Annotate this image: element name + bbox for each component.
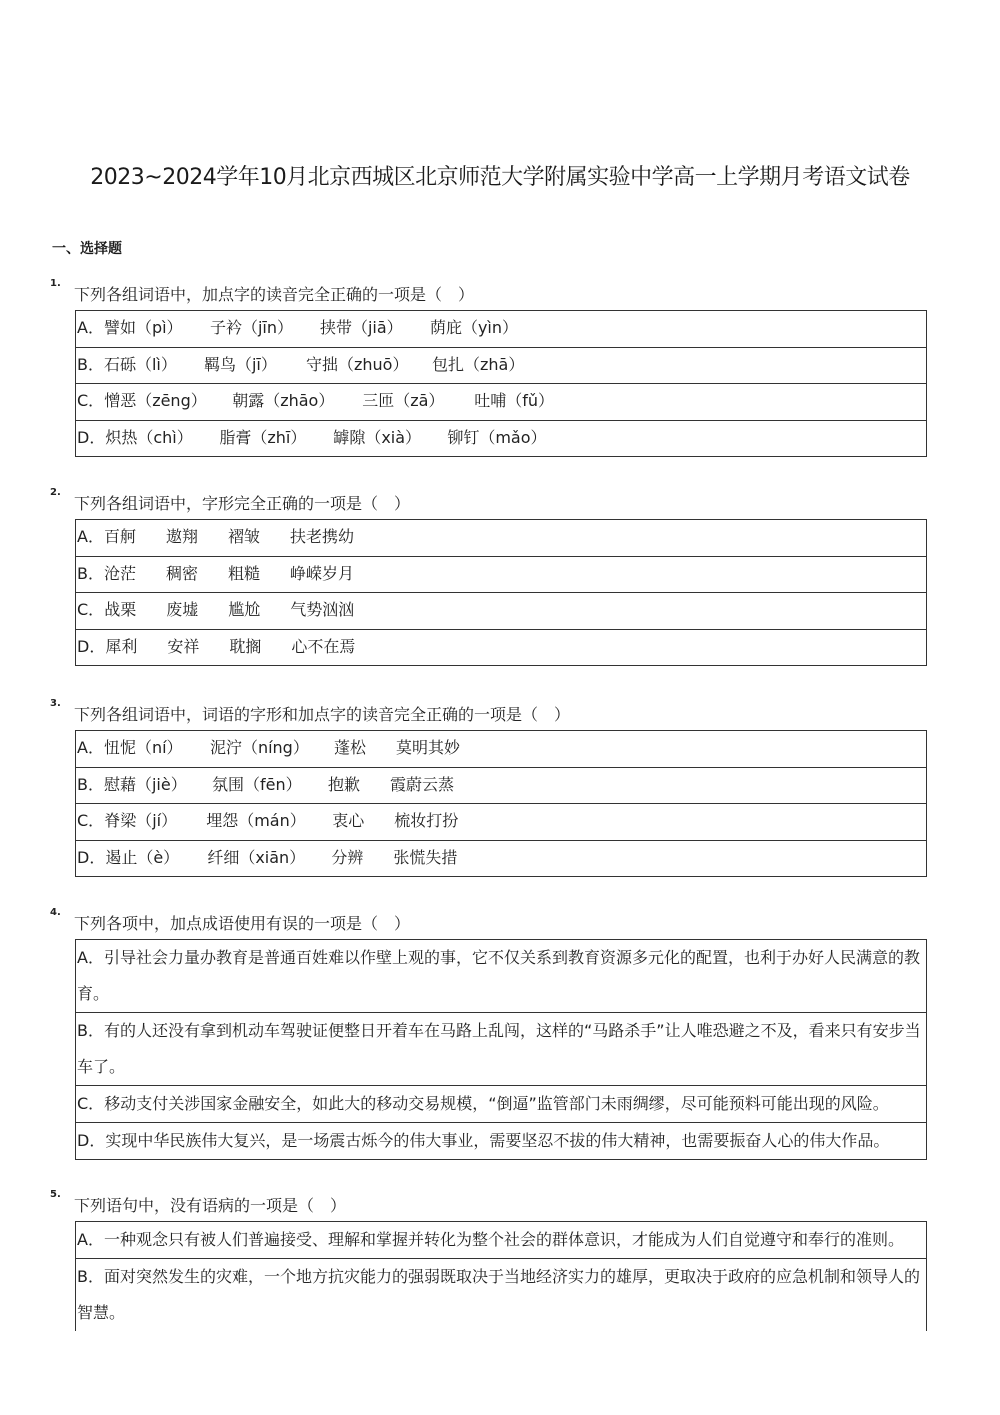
option-item: 心不在焉 xyxy=(291,636,356,656)
option-item: 三匝（zā） xyxy=(362,391,445,411)
option-letter: B． xyxy=(77,1021,104,1040)
option-a[interactable] xyxy=(76,731,926,768)
option-item: 子衿（jīn） xyxy=(209,318,293,337)
option-item: 粗糙 xyxy=(227,563,260,583)
option-b[interactable] xyxy=(76,1013,926,1086)
option-d[interactable] xyxy=(76,1123,926,1160)
option-item: 憎恶（zēng） xyxy=(104,391,207,411)
option-item: 莫明其妙 xyxy=(395,738,460,757)
question-prompt: 下列各组词语中，字形完全正确的一项是（ ） xyxy=(74,494,411,513)
option-item: 荫庇（yìn） xyxy=(429,318,519,337)
option-item: 百舸 xyxy=(103,527,136,546)
exam-title: 2023~2024学年10月北京西城区北京师范大学附属实验中学高一上学期月考语文试卷 xyxy=(90,165,910,190)
option-letter: A． xyxy=(77,948,104,967)
option-item: 安祥 xyxy=(167,636,200,656)
option-item: 罅隙（xià） xyxy=(333,427,422,447)
option-b[interactable] xyxy=(76,348,926,385)
option-item: 分辨 xyxy=(331,847,364,867)
option-item: 衷心 xyxy=(332,811,365,831)
option-letter: D． xyxy=(77,427,106,447)
option-a[interactable] xyxy=(76,940,926,1013)
question-number: 1. xyxy=(50,278,61,289)
option-item: 犀利 xyxy=(105,636,138,656)
option-item: 石砾（lì） xyxy=(103,354,177,374)
option-item: 梳妆打扮 xyxy=(394,811,459,831)
option-letter: A． xyxy=(77,1230,104,1249)
option-item: 泥泞（níng） xyxy=(209,738,309,757)
option-item: 尴尬 xyxy=(228,600,261,620)
option-item: 废墟 xyxy=(166,600,199,620)
option-letter: D． xyxy=(77,1131,106,1150)
option-text: 有的人还没有拿到机动车驾驶证便整日开着车在马路上乱闯，这样的“马路杀手”让人唯恐避之不及，看来只有安步当车了。 xyxy=(77,1021,921,1076)
option-item: 朝露（zhāo） xyxy=(232,391,335,411)
option-b[interactable] xyxy=(76,1259,926,1331)
option-text: 引导社会力量办教育是普通百姓难以作壁上观的事，它不仅关系到教育资源多元化的配置，也利于办好人民满意的教育。 xyxy=(77,948,920,1003)
question-number: 4. xyxy=(50,907,61,918)
option-letter: C． xyxy=(77,811,105,831)
option-item: 包扎（zhā） xyxy=(431,354,525,374)
question-1 xyxy=(50,278,930,447)
option-item: 守拙（zhuō） xyxy=(305,354,409,374)
option-item: 沧茫 xyxy=(103,563,136,583)
option-c[interactable] xyxy=(76,1086,926,1123)
option-item: 铆钉（mǎo） xyxy=(447,427,547,447)
option-item: 抱歉 xyxy=(327,774,360,794)
option-d[interactable] xyxy=(76,841,926,878)
option-item: 耽搁 xyxy=(229,636,262,656)
option-letter: A． xyxy=(77,738,104,757)
question-number: 5. xyxy=(50,1189,61,1200)
options-table xyxy=(75,310,927,457)
option-letter: B． xyxy=(77,354,104,374)
option-letter: B． xyxy=(77,1267,104,1286)
question-prompt: 下列各组词语中，词语的字形和加点字的读音完全正确的一项是（ ） xyxy=(74,705,571,724)
options-table xyxy=(75,1221,927,1331)
option-text: 面对突然发生的灾难，一个地方抗灾能力的强弱既取决于当地经济实力的雄厚，更取决于政府的应急机制和领导人的智慧。 xyxy=(77,1267,920,1322)
option-letter: D． xyxy=(77,847,106,867)
option-item: 慰藉（jiè） xyxy=(103,774,187,794)
option-letter: A． xyxy=(77,527,104,546)
option-item: 蓬松 xyxy=(333,738,366,757)
option-item: 炽热（chì） xyxy=(105,427,193,447)
option-letter: B． xyxy=(77,774,104,794)
question-number: 3. xyxy=(50,698,61,709)
option-letter: A． xyxy=(77,318,104,337)
option-c[interactable] xyxy=(76,804,926,841)
option-a[interactable] xyxy=(76,520,926,557)
options-table xyxy=(75,939,927,1160)
option-item: 战栗 xyxy=(104,600,137,620)
option-c[interactable] xyxy=(76,593,926,630)
option-letter: C． xyxy=(77,391,105,411)
option-text: 实现中华民族伟大复兴，是一场震古烁今的伟大事业，需要坚忍不拔的伟大精神，也需要振奋人心的伟大作品。 xyxy=(105,1131,890,1150)
section-heading: 一、选择题 xyxy=(52,241,122,257)
option-item: 峥嵘岁月 xyxy=(289,563,354,583)
option-item: 譬如（pì） xyxy=(103,318,183,337)
question-prompt: 下列语句中，没有语病的一项是（ ） xyxy=(74,1196,347,1215)
option-item: 纤细（xiān） xyxy=(207,847,306,867)
option-item: 忸怩（ní） xyxy=(103,738,183,757)
option-c[interactable] xyxy=(76,384,926,421)
option-item: 挟带（jiā） xyxy=(319,318,403,337)
option-item: 遨翔 xyxy=(165,527,198,546)
option-a[interactable] xyxy=(76,1222,926,1259)
option-item: 褶皱 xyxy=(227,527,260,546)
option-item: 氛围（fēn） xyxy=(211,774,302,794)
question-prompt: 下列各项中，加点成语使用有误的一项是（ ） xyxy=(74,914,411,933)
option-text: 移动支付关涉国家金融安全，如此大的移动交易规模，“倒逼”监管部门未雨绸缪，尽可能预料可能出现的风险。 xyxy=(104,1094,889,1113)
question-4 xyxy=(50,907,930,1150)
option-item: 脂膏（zhī） xyxy=(219,427,307,447)
option-letter: C． xyxy=(77,1094,105,1113)
option-letter: B． xyxy=(77,563,104,583)
option-letter: C． xyxy=(77,600,105,620)
option-text: 一种观念只有被人们普遍接受、理解和掌握并转化为整个社会的群体意识，才能成为人们自觉遵守和奉行的准则。 xyxy=(103,1230,904,1249)
option-b[interactable] xyxy=(76,768,926,805)
option-d[interactable] xyxy=(76,421,926,458)
option-item: 张慌失措 xyxy=(393,847,458,867)
question-2 xyxy=(50,487,930,656)
option-item: 气势汹汹 xyxy=(290,600,355,620)
option-item: 吐哺（fǔ） xyxy=(474,391,554,411)
option-letter: D． xyxy=(77,636,106,656)
question-5 xyxy=(50,1189,930,1322)
option-item: 稠密 xyxy=(165,563,198,583)
option-item: 埋怨（mán） xyxy=(206,811,306,831)
option-item: 遏止（è） xyxy=(105,847,180,867)
question-number: 2. xyxy=(50,487,61,498)
options-table xyxy=(75,519,927,666)
options-table xyxy=(75,730,927,877)
option-a[interactable] xyxy=(76,311,926,348)
option-b[interactable] xyxy=(76,557,926,594)
option-item: 羁鸟（jī） xyxy=(203,354,277,374)
option-item: 霞蔚云蒸 xyxy=(389,774,454,794)
option-d[interactable] xyxy=(76,630,926,667)
question-prompt: 下列各组词语中，加点字的读音完全正确的一项是（ ） xyxy=(74,285,475,304)
option-item: 脊梁（jí） xyxy=(104,811,178,831)
option-item: 扶老携幼 xyxy=(289,527,354,546)
question-3 xyxy=(50,698,930,867)
